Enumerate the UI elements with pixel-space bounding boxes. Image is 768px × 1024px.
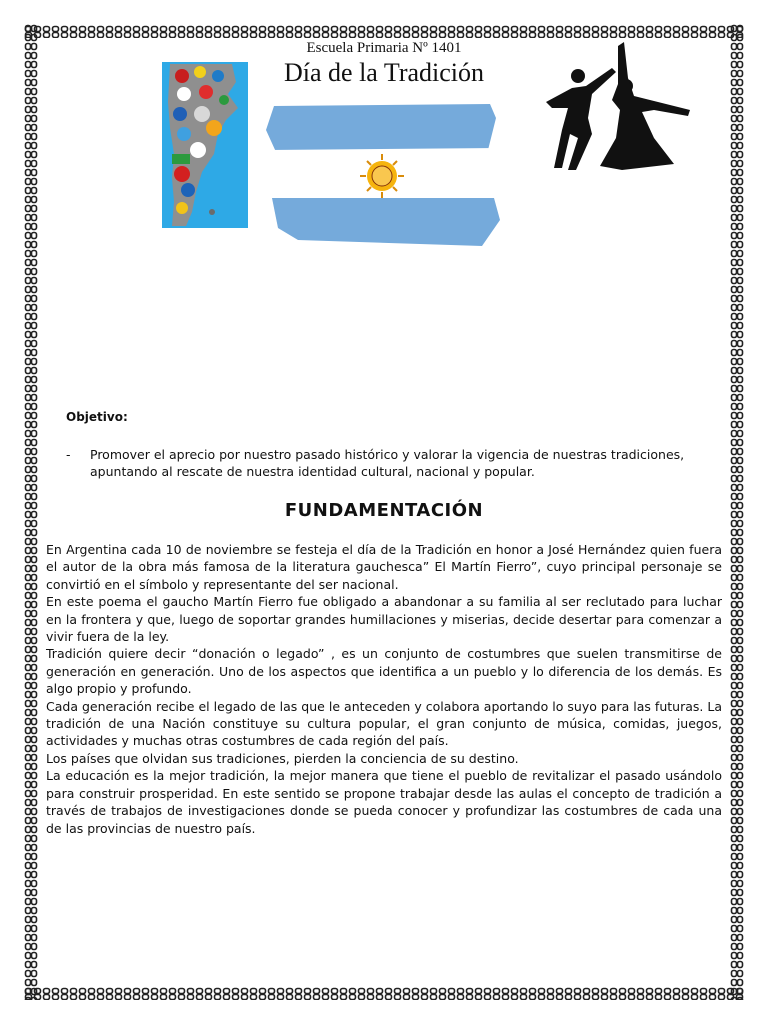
paragraph: Los países que olvidan sus tradiciones, pierden la conciencia de su destino.	[46, 750, 519, 766]
objective-label: Objetivo:	[66, 410, 128, 424]
paragraph: En este poema el gaucho Martín Fierro fue obligado a abandonar a su familia al ser reclutado para luchar en la frontera y que, luego de soportar grandes humillaciones y miserias, decide desertar para comenzar a vivir fuera de la ley.	[46, 594, 722, 645]
objective-text: Promover el aprecio por nuestro pasado histórico y valorar la vigencia de nuestras tradiciones, apuntando al rescate de nuestra identidad cultural, nacional y popular.	[90, 447, 685, 479]
section-title: FUNDAMENTACIÓN	[284, 500, 484, 521]
chain-border-icon	[24, 987, 744, 1000]
paragraph: Cada generación recibe el legado de las que le anteceden y colabora aportando lo suyo para las futuras. La tradición de una Nación constituye su cultura popular, el gran conjunto de música, comidas, juegos, actividades y muchas otras costumbres de cada región del país.	[46, 698, 722, 749]
page-border-top	[24, 24, 744, 38]
argentina-flag-icon	[258, 100, 506, 250]
folk-dancers-silhouette-icon	[542, 38, 692, 178]
page-title: Día de la Tradición	[283, 58, 485, 87]
paragraph: Tradición quiere decir “donación o legado” , es un conjunto de costumbres que suelen transmitirse de generación en generación. Uno de los aspectos que identifica a un pueblo y lo diferencia de los demás. Es algo propio y profundo.	[46, 646, 722, 697]
objective-list-item	[66, 446, 706, 480]
argentina-provinces-map-icon	[162, 62, 248, 228]
chain-border-icon	[24, 25, 744, 38]
paragraph: La educación es la mejor tradición, la mejor manera que tiene el pueblo de revitalizar el pasado usándolo para construir prosperidad. En este sentido se propone trabajar desde las aulas el concepto de tradición a través de trabajos de investigaciones donde se pueda conocer y profundizar las costumbres de cada una de las provincias de nuestro país.	[46, 768, 722, 836]
list-bullet: -	[66, 447, 71, 462]
paragraph: En Argentina cada 10 de noviembre se festeja el día de la Tradición en honor a José Hernández quien fuera el autor de la obra más famosa de la literatura gauchesca” El Martín Fierro”, cuyo principal personaje se convirtió en el símbolo y representante del ser nacional.	[46, 542, 722, 592]
fundamentacion-body	[46, 541, 722, 837]
school-name: Escuela Primaria Nº 1401	[306, 40, 462, 56]
page-border-bottom	[24, 986, 744, 1000]
